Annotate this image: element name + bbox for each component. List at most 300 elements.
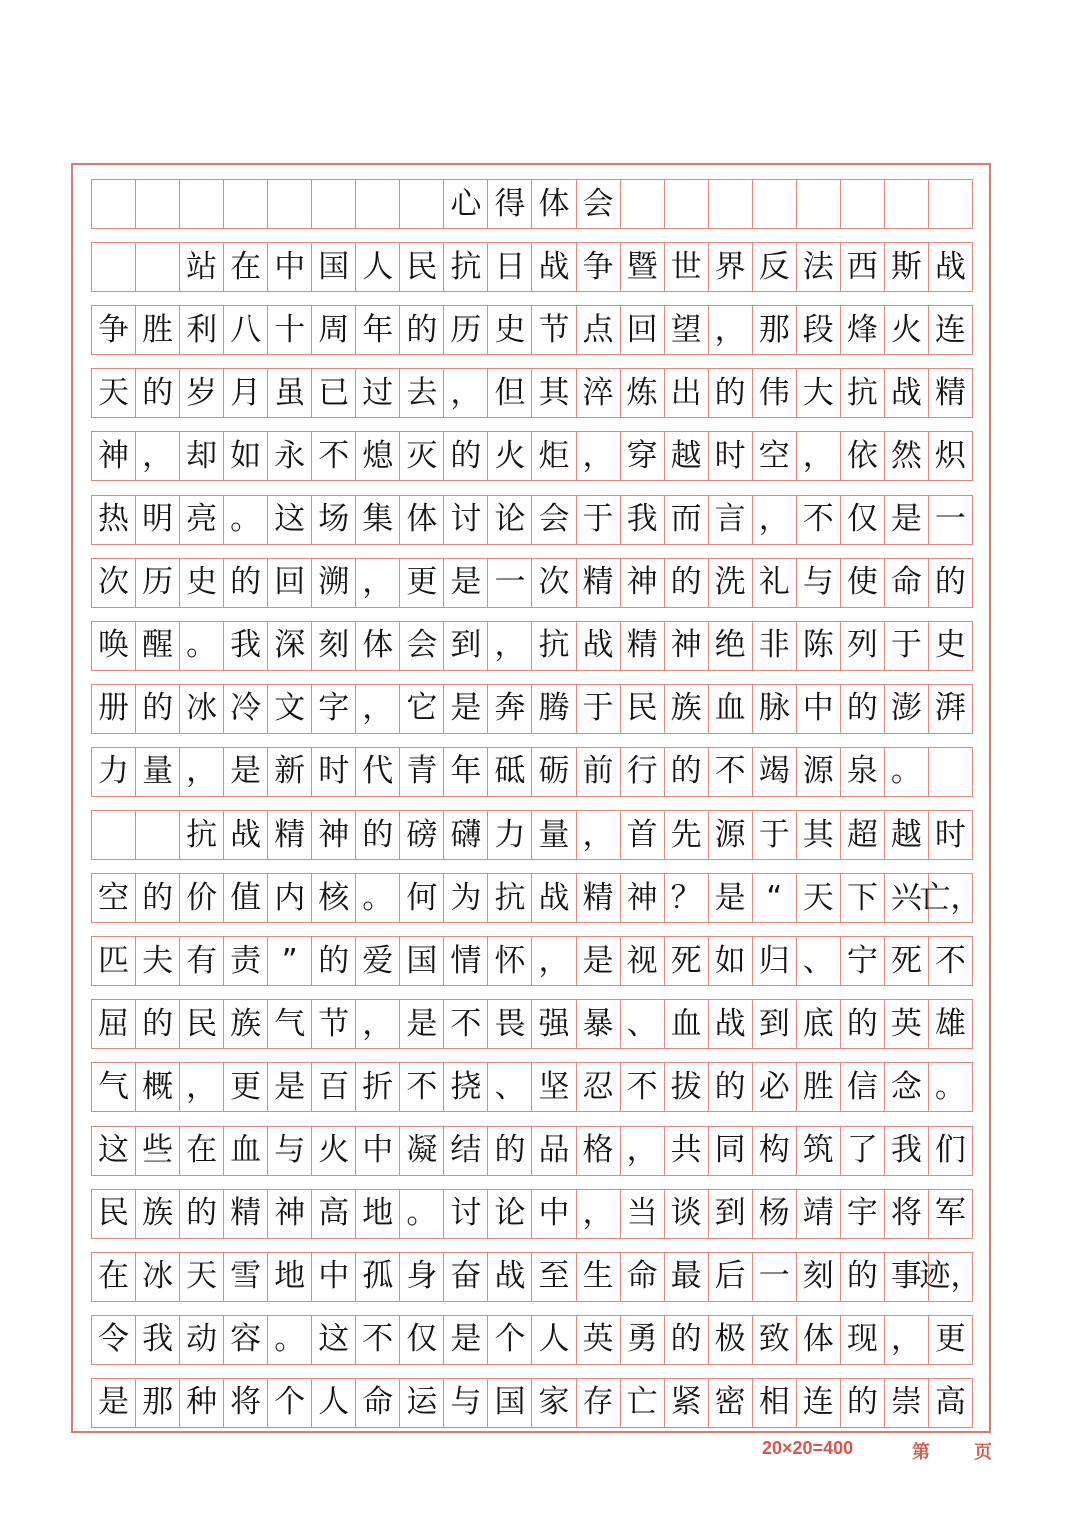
grid-cell: 其: [532, 369, 576, 417]
grid-cell: 界: [709, 243, 753, 291]
grid-cell: 。: [268, 1316, 312, 1364]
grid-cell: 越: [665, 432, 709, 480]
grid-cell: 是: [444, 1316, 488, 1364]
grid-cell: 胜: [797, 1063, 841, 1111]
grid-cell: 民: [400, 243, 444, 291]
grid-cell: 然: [885, 432, 929, 480]
grid-cell: [665, 180, 709, 228]
grid-row: [91, 1126, 973, 1176]
grid-cell: 神: [268, 1190, 312, 1238]
grid-cell: 洗: [709, 559, 753, 607]
grid-cell: 有: [180, 937, 224, 985]
grid-cell: 雄: [929, 1000, 973, 1048]
grid-cell: 的: [356, 811, 400, 859]
grid-cell: 不: [400, 1063, 444, 1111]
grid-cell: 西: [841, 243, 885, 291]
grid-cell: 中: [312, 1253, 356, 1301]
grid-cell: [400, 180, 444, 228]
grid-cell: 的: [444, 432, 488, 480]
grid-cell: 暨: [621, 243, 665, 291]
grid-cell: 那: [753, 306, 797, 354]
grid-cell: 爱: [356, 937, 400, 985]
grid-cell: 的: [488, 1127, 532, 1175]
grid-cell: [621, 180, 665, 228]
grid-cell: 中: [797, 685, 841, 733]
grid-cell: 节: [532, 306, 576, 354]
grid-cell: 构: [753, 1127, 797, 1175]
grid-cell: 一: [753, 1253, 797, 1301]
grid-cell: 血: [224, 1127, 268, 1175]
grid-cell: 族: [224, 1000, 268, 1048]
grid-cell: [885, 180, 929, 228]
grid-cell: 不: [444, 1000, 488, 1048]
grid-cell: 下: [841, 874, 885, 922]
grid-cell: 死: [665, 937, 709, 985]
grid-cell: 言: [709, 496, 753, 544]
grid-cell: 神: [621, 559, 665, 607]
grid-cell: 与: [797, 559, 841, 607]
grid-cell: [709, 180, 753, 228]
grid-cell: 。: [885, 748, 929, 796]
grid-cell: 精: [268, 811, 312, 859]
grid-cell: 岁: [180, 369, 224, 417]
grid-cell: 的: [224, 559, 268, 607]
grid-cell: 命: [621, 1253, 665, 1301]
grid-cell: 十: [268, 306, 312, 354]
grid-cell: 火: [885, 306, 929, 354]
grid-cell: 先: [665, 811, 709, 859]
grid-cell: ，: [356, 559, 400, 607]
page-label-prefix: 第: [912, 1442, 930, 1463]
grid-cell: 空: [753, 432, 797, 480]
grid-cell: 在: [180, 1127, 224, 1175]
grid-row: [91, 495, 973, 545]
grid-cell: 空: [92, 874, 136, 922]
grid-cell: 了: [841, 1127, 885, 1175]
grid-cell: 砥: [488, 748, 532, 796]
grid-cell: 神: [665, 622, 709, 670]
grid-cell: 后: [709, 1253, 753, 1301]
grid-cell: 我: [224, 622, 268, 670]
grid-cell: 更: [929, 1316, 973, 1364]
grid-cell: 得: [488, 180, 532, 228]
page-number-label: [912, 1438, 992, 1464]
grid-cell: 当: [621, 1190, 665, 1238]
grid-cell: 战: [577, 622, 621, 670]
grid-cell: 仅: [841, 496, 885, 544]
grid-cell: 些: [136, 1127, 180, 1175]
grid-cell: 于: [577, 496, 621, 544]
grid-row: [91, 305, 973, 355]
grid-cell: 于: [753, 811, 797, 859]
grid-cell: 屈: [92, 1000, 136, 1048]
grid-cell: 与: [268, 1127, 312, 1175]
grid-cell: 过: [356, 369, 400, 417]
grid-cell: 地: [356, 1190, 400, 1238]
grid-cell: 挠: [444, 1063, 488, 1111]
grid-cell: 杨: [753, 1190, 797, 1238]
grid-cell: 于: [577, 685, 621, 733]
grid-cell: [356, 180, 400, 228]
grid-cell: 战: [488, 1253, 532, 1301]
grid-cell: 新: [268, 748, 312, 796]
grid-cell: 念: [885, 1063, 929, 1111]
grid-cell: 的: [709, 1063, 753, 1111]
grid-cell: 礼: [753, 559, 797, 607]
grid-cell: 唤: [92, 622, 136, 670]
grid-cell: 民: [180, 1000, 224, 1048]
grid-cell: 力: [92, 748, 136, 796]
grid-cell: 字: [312, 685, 356, 733]
grid-cell: 折: [356, 1063, 400, 1111]
grid-row: [91, 1252, 982, 1302]
grid-cell: 不: [709, 748, 753, 796]
grid-cell: 出: [665, 369, 709, 417]
grid-cell: 点: [577, 306, 621, 354]
grid-cell: 值: [224, 874, 268, 922]
grid-row: [91, 621, 973, 671]
grid-cell: 国: [488, 1379, 532, 1427]
grid-cell: 高: [312, 1190, 356, 1238]
grid-cell: 亡，: [929, 874, 973, 922]
grid-cell: 史: [180, 559, 224, 607]
grid-cell: 迹，: [929, 1253, 973, 1301]
grid-cell: 册: [92, 685, 136, 733]
grid-cell: 英: [577, 1316, 621, 1364]
grid-cell: 是: [444, 559, 488, 607]
grid-cell: 军: [929, 1190, 973, 1238]
grid-cell: 冰: [136, 1253, 180, 1301]
grid-cell: 是: [885, 496, 929, 544]
grid-cell: 时: [929, 811, 973, 859]
page-label-suffix: 页: [974, 1442, 992, 1463]
grid-cell: 、: [797, 937, 841, 985]
grid-cell: 其: [797, 811, 841, 859]
grid-cell: 。: [929, 1063, 973, 1111]
grid-cell: 格: [577, 1127, 621, 1175]
grid-row: [91, 368, 973, 418]
grid-cell: 天: [180, 1253, 224, 1301]
grid-cell: 战: [532, 243, 576, 291]
grid-cell: ，: [577, 432, 621, 480]
grid-cell: 致: [753, 1316, 797, 1364]
grid-cell: 灭: [400, 432, 444, 480]
grid-cell: 更: [400, 559, 444, 607]
grid-cell: 种: [180, 1379, 224, 1427]
grid-cell: 英: [885, 1000, 929, 1048]
grid-cell: 天: [797, 874, 841, 922]
grid-cell: 孤: [356, 1253, 400, 1301]
grid-cell: 责: [224, 937, 268, 985]
grid-cell: 体: [356, 622, 400, 670]
grid-cell: 竭: [753, 748, 797, 796]
grid-cell: 集: [356, 496, 400, 544]
grid-cell: 兴: [885, 874, 929, 922]
grid-cell: 大: [797, 369, 841, 417]
grid-cell: 血: [665, 1000, 709, 1048]
grid-cell: 精: [929, 369, 973, 417]
grid-cell: 青: [400, 748, 444, 796]
grid-cell: 中: [268, 243, 312, 291]
grid-cell: 气: [92, 1063, 136, 1111]
grid-cell: 体: [532, 180, 576, 228]
grid-cell: 忍: [577, 1063, 621, 1111]
grid-cell: 同: [709, 1127, 753, 1175]
grid-cell: 与: [444, 1379, 488, 1427]
grid-cell: 、: [488, 1063, 532, 1111]
grid-cell: ，: [797, 432, 841, 480]
grid-row: [91, 1315, 973, 1365]
grid-cell: 命: [885, 559, 929, 607]
grid-cell: 湃: [929, 685, 973, 733]
grid-cell: 国: [312, 243, 356, 291]
grid-cell: 如: [709, 937, 753, 985]
grid-cell: 暴: [577, 1000, 621, 1048]
grid-cell: 将: [224, 1379, 268, 1427]
grid-cell: 八: [224, 306, 268, 354]
grid-cell: 论: [488, 1190, 532, 1238]
grid-cell: 炼: [621, 369, 665, 417]
grid-row: [91, 1378, 973, 1428]
grid-cell: 在: [92, 1253, 136, 1301]
grid-cell: 的: [400, 306, 444, 354]
grid-row: [91, 558, 973, 608]
grid-row: [91, 179, 973, 229]
grid-cell: 会: [532, 496, 576, 544]
grid-cell: ”: [268, 937, 312, 985]
grid-cell: 会: [577, 180, 621, 228]
grid-row: [91, 747, 973, 797]
grid-cell: [136, 243, 180, 291]
grid-cell: ，: [180, 1063, 224, 1111]
grid-cell: 运: [400, 1379, 444, 1427]
grid-cell: [92, 180, 136, 228]
grid-cell: 的: [665, 1316, 709, 1364]
grid-cell: 奔: [488, 685, 532, 733]
grid-cell: 精: [224, 1190, 268, 1238]
grid-cell: 到: [444, 622, 488, 670]
grid-cell: 谈: [665, 1190, 709, 1238]
grid-cell: 勇: [621, 1316, 665, 1364]
grid-cell: 已: [312, 369, 356, 417]
grid-cell: 但: [488, 369, 532, 417]
grid-cell: 神: [312, 811, 356, 859]
grid-cell: 价: [180, 874, 224, 922]
grid-cell: 讨: [444, 496, 488, 544]
grid-cell: 回: [621, 306, 665, 354]
grid-cell: 的: [136, 874, 180, 922]
grid-cell: 令: [92, 1316, 136, 1364]
grid-cell: [929, 748, 973, 796]
grid-cell: 抗: [488, 874, 532, 922]
grid-cell: 时: [709, 432, 753, 480]
grid-cell: 首: [621, 811, 665, 859]
grid-cell: 论: [488, 496, 532, 544]
grid-cell: 场: [312, 496, 356, 544]
grid-cell: 动: [180, 1316, 224, 1364]
grid-cell: 身: [400, 1253, 444, 1301]
grid-cell: ，: [356, 1000, 400, 1048]
grid-cell: 体: [400, 496, 444, 544]
grid-cell: 为: [444, 874, 488, 922]
grid-cell: 那: [136, 1379, 180, 1427]
grid-cell: 斯: [885, 243, 929, 291]
grid-cell: 它: [400, 685, 444, 733]
grid-cell: 概: [136, 1063, 180, 1111]
grid-cell: [224, 180, 268, 228]
grid-cell: 怀: [488, 937, 532, 985]
grid-cell: 量: [136, 748, 180, 796]
grid-row: [91, 684, 973, 734]
grid-cell: 的: [136, 1000, 180, 1048]
grid-cell: 使: [841, 559, 885, 607]
grid-cell: 绝: [709, 622, 753, 670]
grid-cell: [797, 180, 841, 228]
grid-cell: 相: [753, 1379, 797, 1427]
grid-cell: 陈: [797, 622, 841, 670]
grid-cell: 中: [356, 1127, 400, 1175]
grid-cell: 拔: [665, 1063, 709, 1111]
grid-cell: [753, 180, 797, 228]
grid-cell: 淬: [577, 369, 621, 417]
grid-cell: 信: [841, 1063, 885, 1111]
grid-cell: ，: [444, 369, 488, 417]
grid-row: [91, 936, 973, 986]
grid-cell: 最: [665, 1253, 709, 1301]
grid-cell: 量: [532, 811, 576, 859]
grid-cell: 节: [312, 1000, 356, 1048]
grid-cell: 世: [665, 243, 709, 291]
grid-cell: [92, 243, 136, 291]
grid-cell: 抗: [444, 243, 488, 291]
grid-cell: 的: [841, 1000, 885, 1048]
grid-cell: 宇: [841, 1190, 885, 1238]
grid-cell: 生: [577, 1253, 621, 1301]
grid-cell: 刻: [797, 1253, 841, 1301]
grid-cell: 亮: [180, 496, 224, 544]
grid-cell: 法: [797, 243, 841, 291]
grid-cell: 明: [136, 496, 180, 544]
grid-cell: 史: [929, 622, 973, 670]
grid-cell: 国: [400, 937, 444, 985]
grid-cell: [136, 811, 180, 859]
grid-cell: 核: [312, 874, 356, 922]
grid-cell: 不: [356, 1316, 400, 1364]
grid-cell: 心: [444, 180, 488, 228]
grid-cell: 月: [224, 369, 268, 417]
grid-row: [91, 1062, 973, 1112]
grid-cell: 时: [312, 748, 356, 796]
grid-cell: 密: [709, 1379, 753, 1427]
grid-row: [91, 242, 973, 292]
grid-cell: 的: [929, 559, 973, 607]
grid-cell: [180, 180, 224, 228]
grid-cell: 次: [92, 559, 136, 607]
grid-cell: 深: [268, 622, 312, 670]
grid-cell: 视: [621, 937, 665, 985]
grid-cell: 却: [180, 432, 224, 480]
grid-cell: 前: [577, 748, 621, 796]
grid-cell: 历: [444, 306, 488, 354]
grid-cell: 情: [444, 937, 488, 985]
grid-cell: 抗: [841, 369, 885, 417]
grid-cell: 到: [709, 1190, 753, 1238]
grid-cell: 脉: [753, 685, 797, 733]
grid-cell: 溯: [312, 559, 356, 607]
grid-cell: ，: [753, 496, 797, 544]
grid-cell: ，: [621, 1127, 665, 1175]
grid-cell: 至: [532, 1253, 576, 1301]
grid-cell: 归: [753, 937, 797, 985]
grid-cell: 的: [841, 1253, 885, 1301]
grid-cell: 在: [224, 243, 268, 291]
grid-row: [91, 999, 973, 1049]
grid-cell: 列: [841, 622, 885, 670]
grid-cell: 们: [929, 1127, 973, 1175]
grid-cell: 个: [488, 1316, 532, 1364]
grid-cell: 一: [929, 496, 973, 544]
grid-cell: 战: [224, 811, 268, 859]
grid-cell: 周: [312, 306, 356, 354]
grid-cell: 的: [312, 937, 356, 985]
grid-cell: 是: [709, 874, 753, 922]
grid-cell: 利: [180, 306, 224, 354]
grid-cell: 冷: [224, 685, 268, 733]
grid-cell: 次: [532, 559, 576, 607]
grid-cell: 醒: [136, 622, 180, 670]
grid-cell: 站: [180, 243, 224, 291]
grid-cell: 礴: [444, 811, 488, 859]
grid-cell: ，: [136, 432, 180, 480]
grid-cell: 火: [312, 1127, 356, 1175]
grid-cell: ，: [488, 622, 532, 670]
grid-cell: 刻: [312, 622, 356, 670]
grid-cell: [92, 811, 136, 859]
grid-cell: 的: [136, 685, 180, 733]
grid-cell: 源: [709, 811, 753, 859]
grid-cell: 烽: [841, 306, 885, 354]
grid-cell: 热: [92, 496, 136, 544]
grid-cell: 民: [92, 1190, 136, 1238]
grid-cell: 中: [532, 1190, 576, 1238]
grid-cell: ，: [577, 811, 621, 859]
grid-cell: 畏: [488, 1000, 532, 1048]
grid-cell: 结: [444, 1127, 488, 1175]
grid-cell: 品: [532, 1127, 576, 1175]
grid-cell: 是: [400, 1000, 444, 1048]
grid-cell: 高: [929, 1379, 973, 1427]
grid-cell: 血: [709, 685, 753, 733]
grid-cell: 战: [532, 874, 576, 922]
grid-cell: 穿: [621, 432, 665, 480]
grid-cell: 气: [268, 1000, 312, 1048]
grid-cell: 炬: [532, 432, 576, 480]
grid-cell: 力: [488, 811, 532, 859]
grid-count-label: 20×20=400: [762, 1438, 854, 1458]
grid-cell: [841, 180, 885, 228]
grid-cell: 段: [797, 306, 841, 354]
grid-cell: 熄: [356, 432, 400, 480]
grid-cell: 族: [136, 1190, 180, 1238]
grid-cell: 如: [224, 432, 268, 480]
grid-cell: 不: [621, 1063, 665, 1111]
grid-cell: 依: [841, 432, 885, 480]
grid-cell: ，: [885, 1316, 929, 1364]
grid-row: [91, 431, 973, 481]
grid-cell: 奋: [444, 1253, 488, 1301]
grid-cell: 人: [312, 1379, 356, 1427]
grid-cell: 讨: [444, 1190, 488, 1238]
